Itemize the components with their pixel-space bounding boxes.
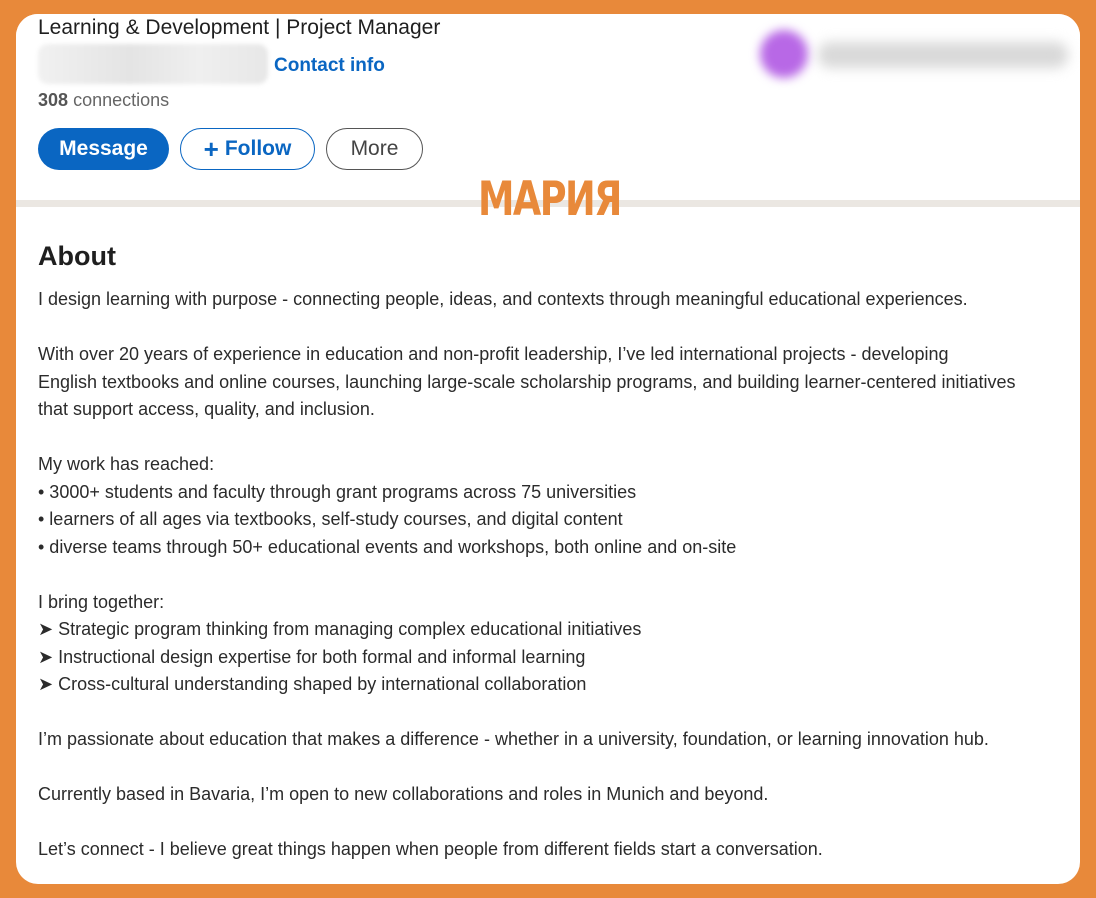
more-button[interactable] — [326, 128, 423, 170]
connections-label: connections — [73, 90, 170, 110]
profile-actions — [38, 128, 423, 170]
bring-list-item: ➤ Strategic program thinking from managing complex educational initiatives — [38, 619, 642, 640]
follow-button-label: Follow — [224, 137, 292, 160]
profile-frame — [16, 14, 1080, 884]
follow-button[interactable] — [180, 128, 315, 170]
reach-intro: My work has reached: — [38, 454, 215, 475]
location-note: Currently based in Bavaria, I’m open to new collaborations and roles in Munich and beyond. — [38, 784, 769, 805]
about-text — [38, 286, 1080, 864]
about-section — [38, 240, 1080, 864]
about-paragraph-line: English textbooks and online courses, launching large-scale scholarship programs, and building learner-centered initiatives — [38, 371, 1016, 392]
connections-number: 308 — [38, 90, 69, 110]
about-paragraph: I design learning with purpose - connecting people, ideas, and contexts through meaningful educational experiences. — [38, 289, 968, 310]
message-button-label: Message — [59, 137, 148, 160]
reach-list-item: • learners of all ages via textbooks, self-study courses, and digital content — [38, 509, 623, 530]
blurred-company-info — [752, 24, 1072, 84]
bring-list-item: ➤ Cross-cultural understanding shaped by international collaboration — [38, 674, 587, 695]
connections-count[interactable] — [38, 90, 169, 111]
message-button[interactable] — [38, 128, 169, 170]
bring-list-item: ➤ Instructional design expertise for both formal and informal learning — [38, 646, 586, 667]
blurred-location — [38, 44, 268, 84]
reach-list-item: • 3000+ students and faculty through grant programs across 75 universities — [38, 481, 637, 502]
about-paragraph-line: that support access, quality, and inclusion. — [38, 399, 375, 420]
blurred-company-name — [818, 42, 1068, 68]
closing-statement: Let’s connect - I believe great things happen when people from different fields start a conversation. — [38, 839, 823, 860]
about-paragraph-line: With over 20 years of experience in education and non-profit leadership, I’ve led international projects - developing — [38, 344, 949, 365]
bring-intro: I bring together: — [38, 591, 165, 612]
about-heading: About — [38, 241, 116, 271]
watermark-logo: МАРИЯ — [478, 172, 621, 227]
profile-headline: Learning & Development | Project Manager — [38, 16, 441, 39]
contact-info-link[interactable]: Contact info — [274, 55, 385, 76]
blurred-avatar — [760, 30, 808, 78]
passion-statement: I’m passionate about education that makes a difference - whether in a university, foundation, or learning innovation hub. — [38, 729, 989, 750]
reach-list-item: • diverse teams through 50+ educational events and workshops, both online and on-site — [38, 536, 737, 557]
plus-icon: + — [203, 134, 219, 164]
more-button-label: More — [350, 137, 399, 160]
